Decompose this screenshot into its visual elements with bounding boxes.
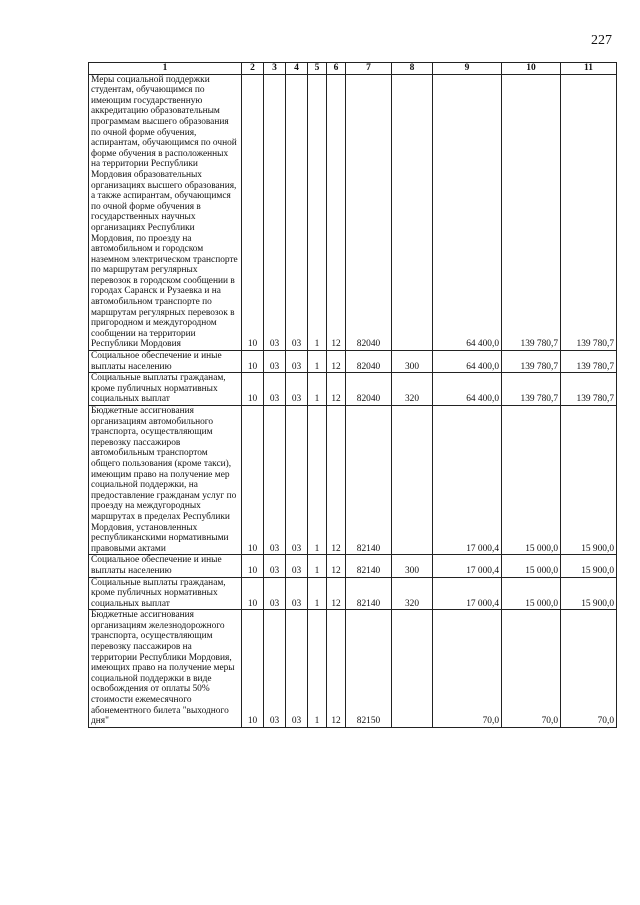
table-row <box>89 406 617 555</box>
cell-c2: 10 <box>242 577 264 610</box>
table-row <box>89 74 617 350</box>
row-description: Меры социальной поддержки студентам, обучающимся по имеющим государственную аккредитацию образовательным программам высшего образования по очной форме обучения, аспирантам, обучающимся по очной форме обучения в расположенных на территории Республики Мордовия образовательных организациях высшего образования, а также аспирантам, обучающимся по очной форме обучения в государственных научных организациях Республики Мордовия, по проезду на автомобильном и городском наземном электрическом транспорте по маршрутам регулярных перевозок в городском сообщении в городах Саранск и Рузаевка и на автомобильном транспорте по маршрутам регулярных перевозок в пригородном и междугородном сообщении на территории Республики Мордовия <box>89 74 242 350</box>
row-description: Социальные выплаты гражданам, кроме публичных нормативных социальных выплат <box>89 577 242 610</box>
cell-c2: 10 <box>242 351 264 373</box>
cell-c7: 82140 <box>346 406 392 555</box>
column-header: 3 <box>264 63 286 75</box>
cell-c6: 12 <box>327 351 346 373</box>
column-header: 5 <box>308 63 327 75</box>
cell-c3: 03 <box>264 74 286 350</box>
cell-c2: 10 <box>242 74 264 350</box>
cell-c2: 10 <box>242 406 264 555</box>
cell-c6: 12 <box>327 610 346 728</box>
cell-c5: 1 <box>308 555 327 577</box>
cell-c9: 64 400,0 <box>433 351 502 373</box>
cell-c5: 1 <box>308 610 327 728</box>
cell-c4: 03 <box>286 406 308 555</box>
cell-c11: 15 900,0 <box>561 555 617 577</box>
budget-table <box>88 62 617 728</box>
cell-c5: 1 <box>308 351 327 373</box>
cell-c6: 12 <box>327 74 346 350</box>
cell-c10: 70,0 <box>502 610 561 728</box>
cell-c7: 82150 <box>346 610 392 728</box>
cell-c6: 12 <box>327 555 346 577</box>
row-description: Социальное обеспечение и иные выплаты населению <box>89 555 242 577</box>
column-header: 11 <box>561 63 617 75</box>
cell-c2: 10 <box>242 555 264 577</box>
cell-c11: 15 900,0 <box>561 406 617 555</box>
column-header: 10 <box>502 63 561 75</box>
cell-c7: 82140 <box>346 577 392 610</box>
table-row <box>89 351 617 373</box>
cell-c8 <box>392 74 433 350</box>
cell-c11: 15 900,0 <box>561 577 617 610</box>
table-header-row <box>89 63 617 75</box>
cell-c10: 15 000,0 <box>502 555 561 577</box>
row-description: Социальные выплаты гражданам, кроме публичных нормативных социальных выплат <box>89 373 242 406</box>
cell-c4: 03 <box>286 577 308 610</box>
cell-c8: 300 <box>392 555 433 577</box>
cell-c11: 139 780,7 <box>561 351 617 373</box>
cell-c5: 1 <box>308 406 327 555</box>
cell-c7: 82140 <box>346 555 392 577</box>
cell-c3: 03 <box>264 373 286 406</box>
cell-c8: 320 <box>392 373 433 406</box>
cell-c8 <box>392 610 433 728</box>
cell-c10: 15 000,0 <box>502 577 561 610</box>
cell-c7: 82040 <box>346 373 392 406</box>
column-header: 7 <box>346 63 392 75</box>
cell-c11: 139 780,7 <box>561 373 617 406</box>
cell-c3: 03 <box>264 610 286 728</box>
cell-c8 <box>392 406 433 555</box>
cell-c11: 139 780,7 <box>561 74 617 350</box>
cell-c4: 03 <box>286 74 308 350</box>
column-header: 8 <box>392 63 433 75</box>
cell-c4: 03 <box>286 351 308 373</box>
cell-c6: 12 <box>327 373 346 406</box>
cell-c9: 17 000,4 <box>433 406 502 555</box>
page-number: 227 <box>591 33 612 48</box>
cell-c6: 12 <box>327 406 346 555</box>
cell-c4: 03 <box>286 373 308 406</box>
cell-c5: 1 <box>308 577 327 610</box>
cell-c10: 139 780,7 <box>502 373 561 406</box>
cell-c7: 82040 <box>346 74 392 350</box>
cell-c11: 70,0 <box>561 610 617 728</box>
cell-c9: 64 400,0 <box>433 74 502 350</box>
column-header: 4 <box>286 63 308 75</box>
cell-c10: 15 000,0 <box>502 406 561 555</box>
cell-c2: 10 <box>242 610 264 728</box>
cell-c7: 82040 <box>346 351 392 373</box>
row-description: Бюджетные ассигнования организациям автомобильного транспорта, осуществляющим перевозку пассажиров автомобильным транспортом общего пользования (кроме такси), имеющим право на получение мер социальной поддержки, на предоставление гражданам услуг по проезду на междугородных маршрутах в пределах Республики Мордовия, установленных республиканскими нормативными правовыми актами <box>89 406 242 555</box>
cell-c9: 17 000,4 <box>433 555 502 577</box>
column-header: 2 <box>242 63 264 75</box>
cell-c3: 03 <box>264 555 286 577</box>
table-row <box>89 373 617 406</box>
cell-c8: 300 <box>392 351 433 373</box>
cell-c4: 03 <box>286 555 308 577</box>
table-row <box>89 577 617 610</box>
cell-c3: 03 <box>264 577 286 610</box>
cell-c8: 320 <box>392 577 433 610</box>
cell-c9: 64 400,0 <box>433 373 502 406</box>
table-row <box>89 610 617 728</box>
table-row <box>89 555 617 577</box>
cell-c10: 139 780,7 <box>502 351 561 373</box>
column-header: 6 <box>327 63 346 75</box>
cell-c6: 12 <box>327 577 346 610</box>
cell-c4: 03 <box>286 610 308 728</box>
cell-c2: 10 <box>242 373 264 406</box>
cell-c9: 70,0 <box>433 610 502 728</box>
cell-c5: 1 <box>308 74 327 350</box>
row-description: Бюджетные ассигнования организациям железнодорожного транспорта, осуществляющим перевозку пассажиров на территории Республики Мордовия, имеющих право на получение меры социальной поддержки в виде освобождения от оплаты 50% стоимости ежемесячного абонементного билета "выходного дня" <box>89 610 242 728</box>
cell-c3: 03 <box>264 351 286 373</box>
column-header: 1 <box>89 63 242 75</box>
cell-c3: 03 <box>264 406 286 555</box>
cell-c9: 17 000,4 <box>433 577 502 610</box>
cell-c5: 1 <box>308 373 327 406</box>
column-header: 9 <box>433 63 502 75</box>
row-description: Социальное обеспечение и иные выплаты населению <box>89 351 242 373</box>
cell-c10: 139 780,7 <box>502 74 561 350</box>
